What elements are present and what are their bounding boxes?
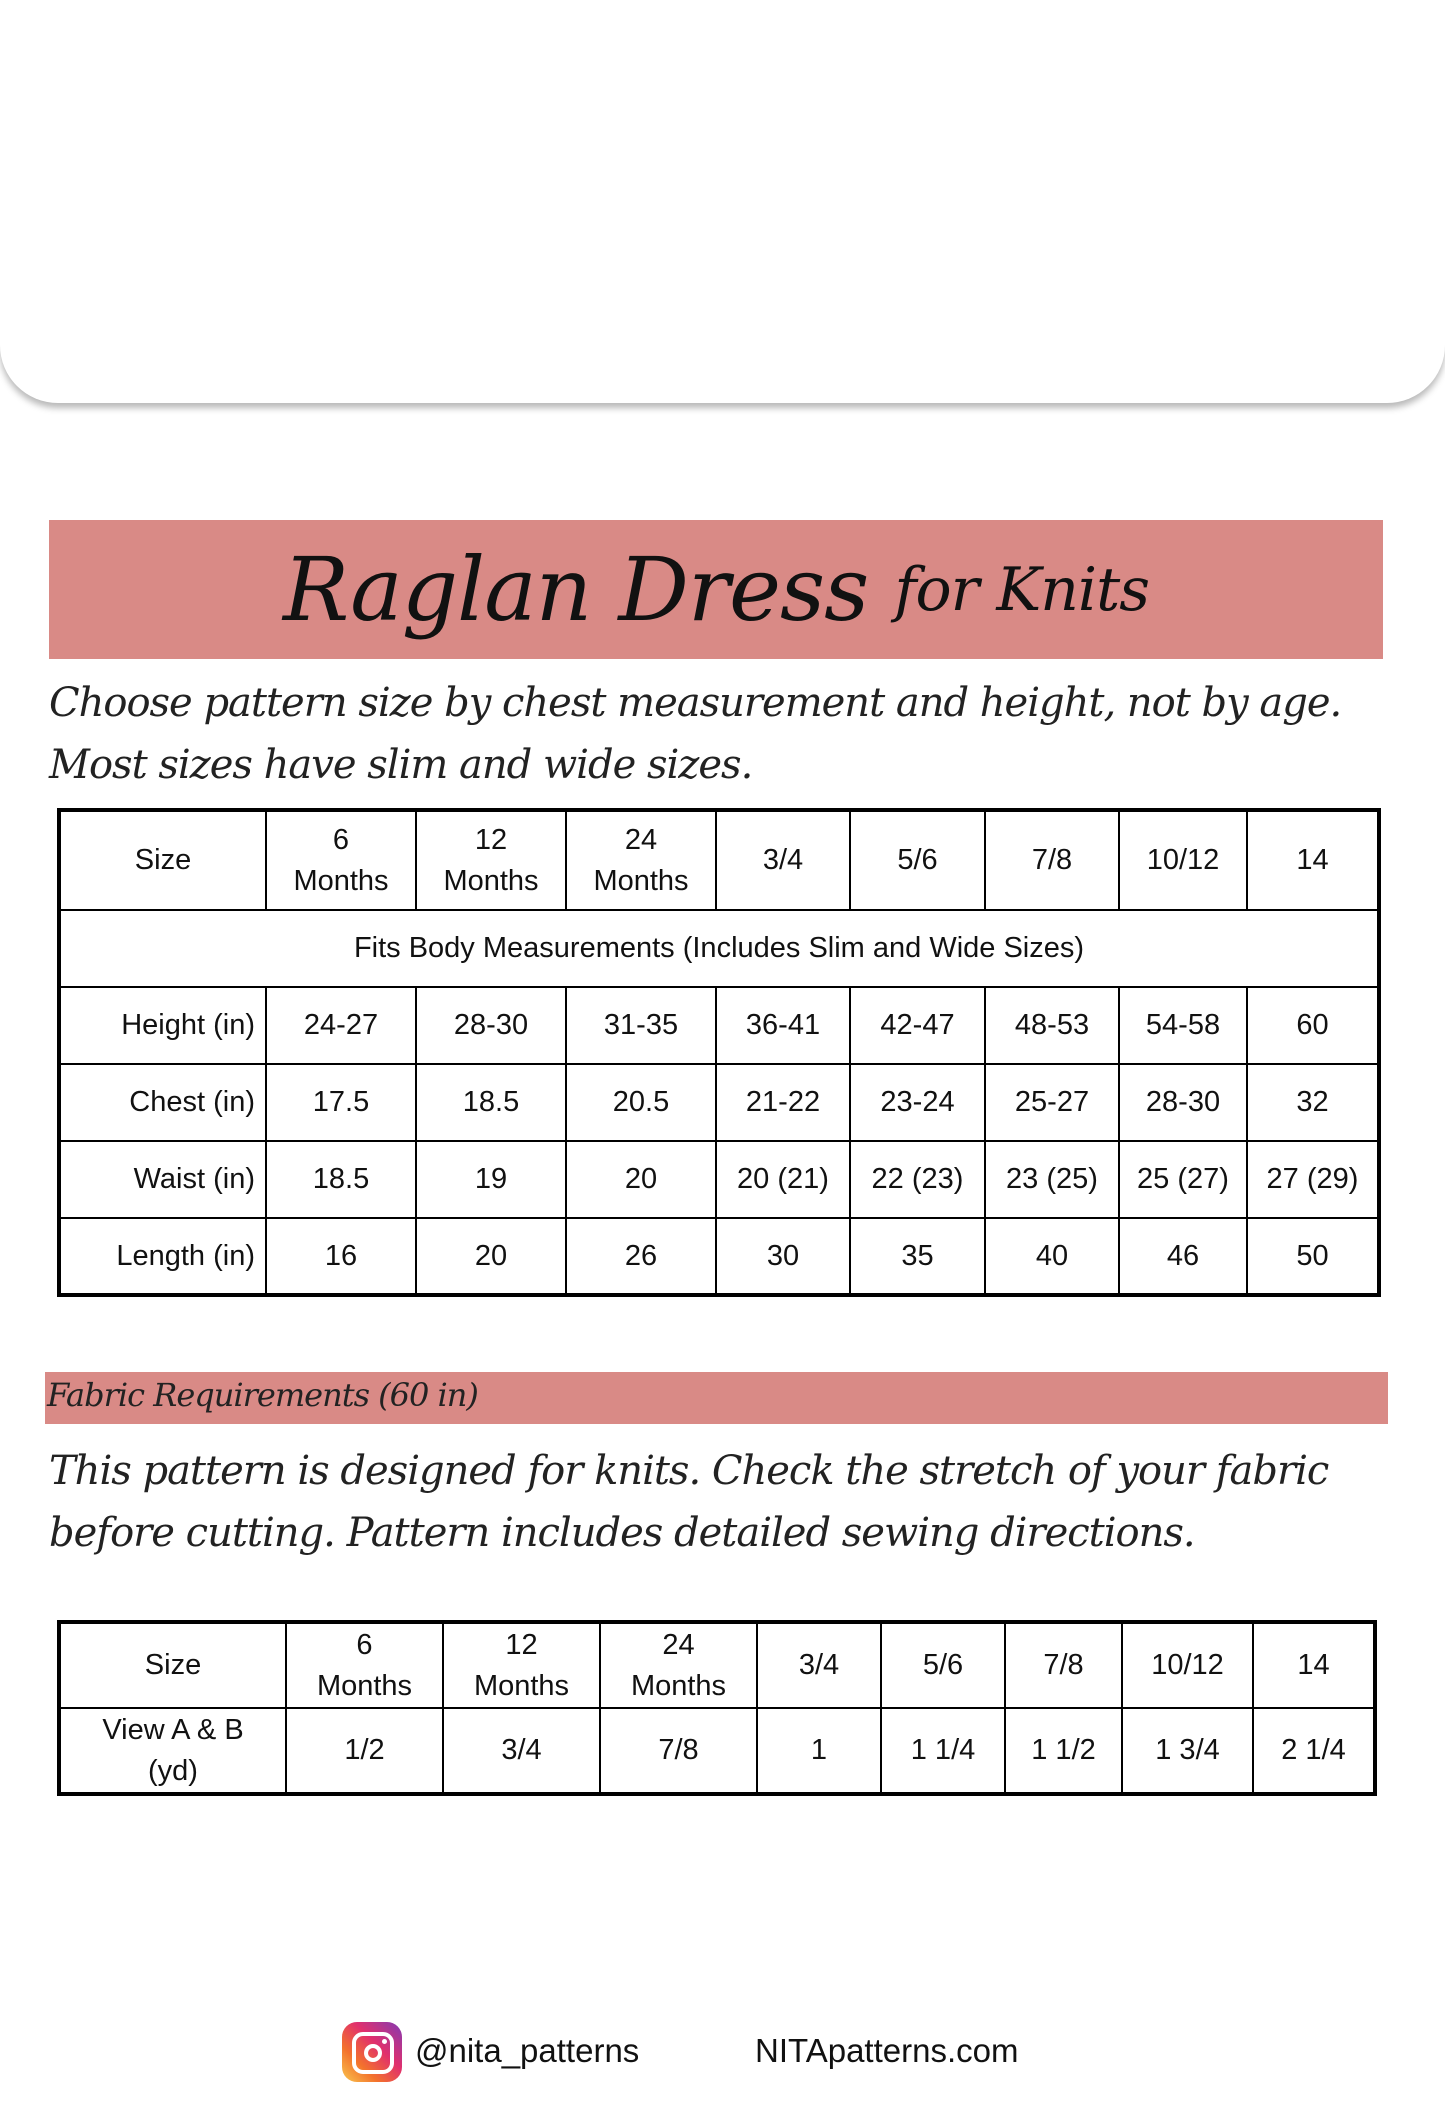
table-cell: 3/4 [443,1708,600,1794]
title-banner [49,520,1383,659]
instagram-handle-link[interactable]: @nita_patterns [415,2032,640,2069]
table-header-cell: 10/12 [1122,1622,1253,1708]
table-header-cell: 12 Months [416,810,566,910]
table-cell: 42-47 [850,987,985,1064]
table-cell: 50 [1247,1218,1379,1295]
table-row [59,1064,1379,1141]
table-header-cell: 12 Months [443,1622,600,1708]
table-cell: 30 [716,1218,850,1295]
table-cell: 22 (23) [850,1141,985,1218]
table-cell: 25 (27) [1119,1141,1247,1218]
table-cell: 48-53 [985,987,1119,1064]
table-cell: 1 1/4 [881,1708,1005,1794]
table-row [59,1708,1375,1794]
table-header-cell: 7/8 [985,810,1119,910]
table-header-cell: 3/4 [716,810,850,910]
table-header-cell: 24 Months [600,1622,757,1708]
table-cell: 1 [757,1708,881,1794]
table-cell: 25-27 [985,1064,1119,1141]
table-header-cell: 14 [1247,810,1379,910]
table-cell: 1 3/4 [1122,1708,1253,1794]
table-header-cell: 5/6 [881,1622,1005,1708]
table-header-row [59,810,1379,910]
table-cell: 28-30 [416,987,566,1064]
table-header-cell: Size [59,1622,286,1708]
footer [0,2018,1445,2088]
table-cell: 19 [416,1141,566,1218]
table-cell: 46 [1119,1218,1247,1295]
page-title: Raglan Dress [282,538,869,641]
table-cell: 31-35 [566,987,716,1064]
table-header-cell: 24 Months [566,810,716,910]
table-header-cell: 7/8 [1005,1622,1122,1708]
intro-text: Choose pattern size by chest measurement and height, not by age. Most sizes have slim and wide sizes. [49,680,1342,788]
table-cell: 17.5 [266,1064,416,1141]
table-cell: 36-41 [716,987,850,1064]
table-cell: 32 [1247,1064,1379,1141]
table-row [59,1218,1379,1295]
top-card [0,0,1445,403]
table-cell: 20 [416,1218,566,1295]
table-cell: 16 [266,1218,416,1295]
table-cell: 54-58 [1119,987,1247,1064]
table-cell: 1/2 [286,1708,443,1794]
table-header-cell: 5/6 [850,810,985,910]
table-cell: 20 [566,1141,716,1218]
table-cell: 26 [566,1218,716,1295]
row-label: Height (in) [59,987,266,1064]
fabric-intro-text: This pattern is designed for knits. Check the stretch of your fabric before cutting. Pattern includes detailed sewing directions. [49,1448,1329,1556]
table-cell: 21-22 [716,1064,850,1141]
table-row [59,987,1379,1064]
table-cell: 18.5 [416,1064,566,1141]
table-cell: 23 (25) [985,1141,1119,1218]
table-header-cell: 3/4 [757,1622,881,1708]
table-section-row [59,910,1379,987]
table-header-cell: 10/12 [1119,810,1247,910]
table-cell: 18.5 [266,1141,416,1218]
table-cell: 20 (21) [716,1141,850,1218]
table-cell: 35 [850,1218,985,1295]
row-label: Length (in) [59,1218,266,1295]
table-header-cell: 6 Months [286,1622,443,1708]
row-label: Waist (in) [59,1141,266,1218]
table-cell: 27 (29) [1247,1141,1379,1218]
instagram-icon[interactable] [342,2022,402,2082]
fabric-requirements-table [57,1620,1377,1796]
table-cell: 28-30 [1119,1064,1247,1141]
table-header-row [59,1622,1375,1708]
fabric-section-bar [45,1372,1388,1424]
table-cell: 2 1/4 [1253,1708,1375,1794]
table-cell: 23-24 [850,1064,985,1141]
page-subtitle: for Knits [894,554,1149,625]
table-cell: 60 [1247,987,1379,1064]
row-label: View A & B (yd) [59,1708,286,1794]
table-header-cell: 14 [1253,1622,1375,1708]
table-cell: 1 1/2 [1005,1708,1122,1794]
website-link[interactable]: NITApatterns.com [755,2032,1019,2069]
table-section-label: Fits Body Measurements (Includes Slim and Wide Sizes) [59,910,1379,987]
table-row [59,1141,1379,1218]
table-header-cell: 6 Months [266,810,416,910]
table-cell: 24-27 [266,987,416,1064]
table-header-cell: Size [59,810,266,910]
body-measurements-table [57,808,1381,1297]
table-cell: 40 [985,1218,1119,1295]
row-label: Chest (in) [59,1064,266,1141]
table-cell: 20.5 [566,1064,716,1141]
fabric-section-title: Fabric Requirements (60 in) [47,1376,478,1414]
table-cell: 7/8 [600,1708,757,1794]
